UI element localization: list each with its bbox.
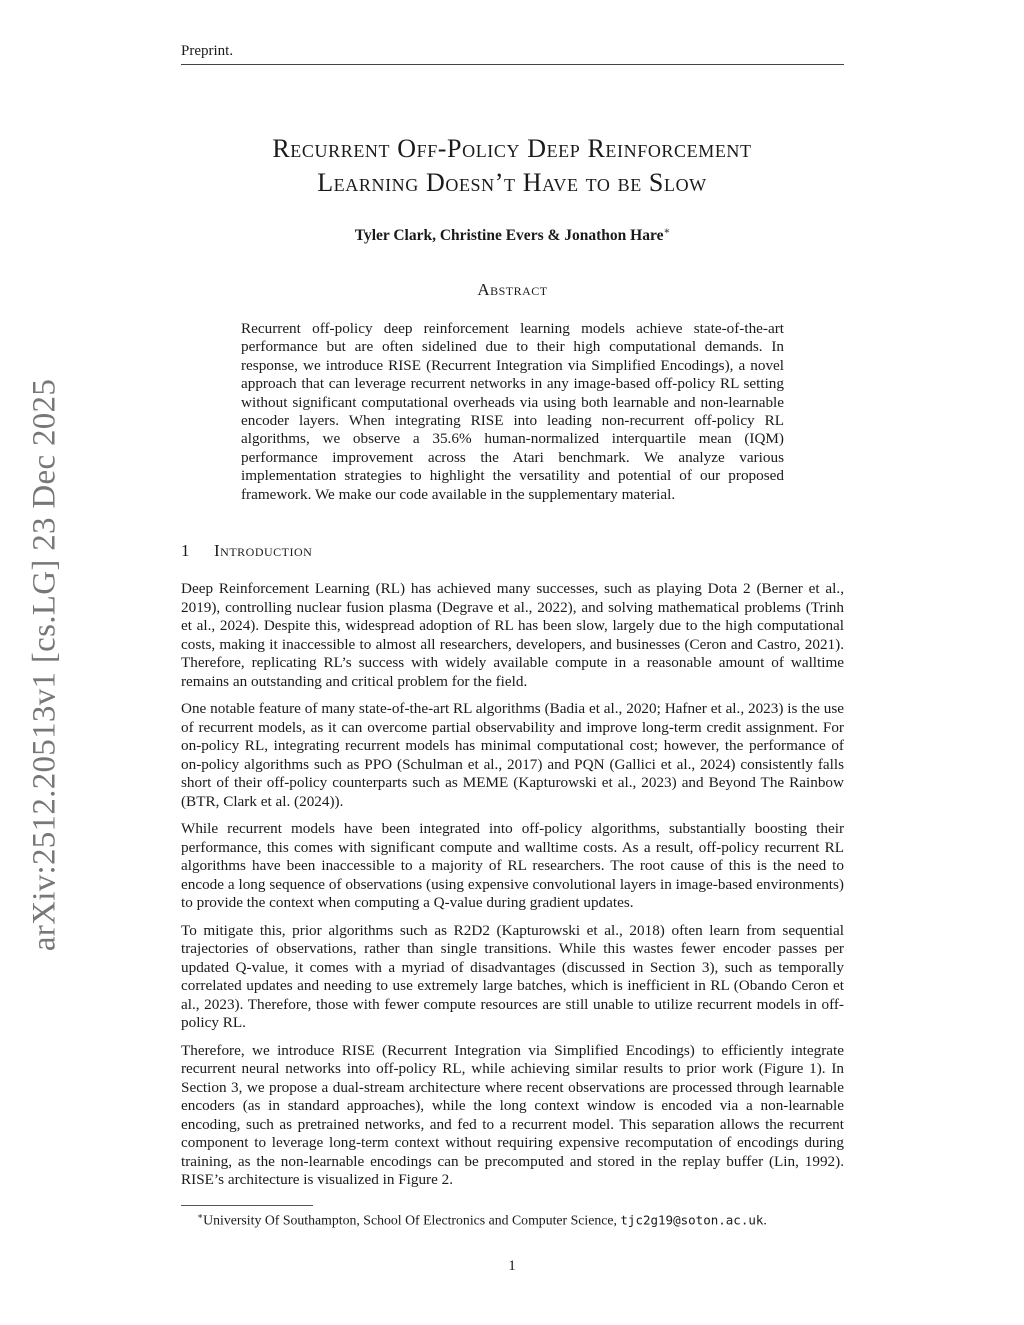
paragraph-3: While recurrent models have been integrated into off-policy algorithms, substantially boosting their performance, this comes with significant compute and walltime costs. As a result, off-policy recurrent RL algorithms have been inaccessible to a majority of RL researchers. The root cause of this is the need to encode a long sequence of observations (using expensive convolutional layers in image-based environments) to provide the context when computing a Q-value during gradient updates. [181, 820, 844, 911]
section-number: 1 [181, 541, 190, 560]
introduction-body [181, 580, 844, 1199]
section-title: Introduction [214, 541, 313, 560]
paragraph-2: One notable feature of many state-of-the-art RL algorithms (Badia et al., 2020; Hafner et al., 2023) is the use of recurrent models, as it can overcome partial observability and improve long-term credit assignment. For on-policy RL, integrating recurrent models has minimal computational cost; however, the performance of on-policy algorithms such as PPO (Schulman et al., 2017) and PQN (Gallici et al., 2024) consistently falls short of their off-policy counterparts such as MEME (Kapturowski et al., 2023) and Beyond The Rainbow (BTR, Clark et al. (2024)). [181, 700, 844, 810]
page-number: 1 [508, 1258, 516, 1274]
paragraph-4: To mitigate this, prior algorithms such as R2D2 (Kapturowski et al., 2018) often learn from sequential trajectories of observations, rather than single transitions. While this wastes fewer encoder passes per updated Q-value, it comes with a myriad of disadvantages (discussed in Section 3), such as temporally correlated updates and needing to use extremely large batches, which is inefficient in RL (Obando Ceron et al., 2023). Therefore, those with fewer compute resources are still unable to utilize recurrent models in off-policy RL. [181, 921, 844, 1031]
paper-title [150, 132, 874, 200]
abstract-text: Recurrent off-policy deep reinforcement learning models achieve state-of-the-art performance but are often sidelined due to their high computational demands. In response, we introduce RISE (Recurrent Integration via Simplified Encodings), a novel approach that can leverage recurrent networks in any image-based off-policy RL setting without significant computational overheads via using both learnable and non-learnable encoder layers. When integrating RISE into leading non-recurrent off-policy RL algorithms, we observe a 35.6% human-normalized interquartile mean (IQM) performance improvement across the Atari benchmark. We analyze various implementation strategies to highlight the versatility and potential of our proposed framework. We make our code available in the supplementary material. [241, 320, 784, 503]
footnote-text: University Of Southampton, School Of Electronics and Computer Science, [203, 1212, 621, 1228]
arxiv-identifier[interactable]: arXiv:2512.20513v1 [cs.LG] 23 Dec 2025 [26, 378, 63, 952]
section-heading [181, 541, 312, 561]
authors-text: Tyler Clark, Christine Evers & Jonathon Hare [354, 227, 664, 245]
running-head: Preprint. [181, 43, 234, 59]
title-line-2: Learning Doesn’t Have to be Slow [317, 168, 707, 197]
header-rule [181, 64, 844, 65]
author-footnote-mark[interactable]: ∗ [663, 226, 671, 237]
title-line-1: Recurrent Off-Policy Deep Reinforcement [272, 134, 752, 163]
footnote [197, 1207, 837, 1230]
paragraph-5: Therefore, we introduce RISE (Recurrent Integration via Simplified Encodings) to efficiently integrate recurrent neural networks into off-policy RL, while achieving similar results to prior work (Figure 1). In Section 3, we propose a dual-stream architecture where recent observations are processed through learnable encoders (as in standard approaches), while the long context window is encoded via a non-learnable encoding, such as pretrained networks, and fed to a recurrent model. This separation allows the recurrent component to leverage long-term context without requiring expensive recomputation of encodings during training, as the non-learnable encodings can be precomputed and stored in the replay buffer (Lin, 1992). RISE’s architecture is visualized in Figure 2. [181, 1041, 844, 1188]
arxiv-sidebar [25, 370, 65, 960]
footnote-mark: ∗ [197, 1211, 204, 1221]
footnote-rule [181, 1205, 313, 1206]
footnote-end: . [763, 1212, 767, 1228]
author-list [181, 226, 844, 245]
abstract-heading: Abstract [477, 280, 548, 299]
paragraph-1: Deep Reinforcement Learning (RL) has achieved many successes, such as playing Dota 2 (Berner et al., 2019), controlling nuclear fusion plasma (Degrave et al., 2022), and solving mathematical problems (Trinh et al., 2024). Despite this, widespread adoption of RL has been slow, largely due to the high computational costs, making it inaccessible to almost all researchers, developers, and businesses (Ceron and Castro, 2021). Therefore, replicating RL’s success with widely available compute in a reasonable amount of walltime remains an outstanding and critical problem for the field. [181, 580, 844, 690]
footnote-email[interactable]: tjc2g19@soton.ac.uk [620, 1212, 764, 1228]
